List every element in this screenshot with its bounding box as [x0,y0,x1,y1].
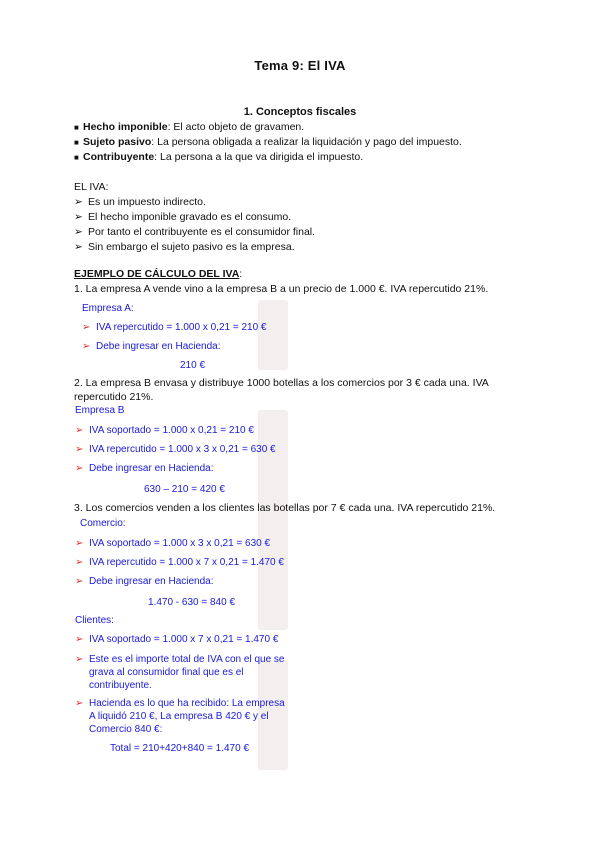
case3-item: ➢ Debe ingresar en Hacienda: [75,576,214,587]
clients-total: Total = 210+420+840 = 1.470 € [110,743,250,754]
case3-label: Comercio: [80,518,126,529]
case2-text: 2. La empresa B envasa y distribuye 1000 botellas a los comercios por 3 € cada una. IVA [74,377,489,389]
case1-item: ➢ Debe ingresar en Hacienda: [82,341,221,352]
section-heading: 1. Conceptos fiscales [243,106,357,118]
arrow-bullet-icon: ➢ [75,425,84,436]
arrow-bullet-icon: ➢ [75,557,84,568]
iva-point: ➢ El hecho imponible gravado es el consumo. [74,211,292,223]
clients-item-continued: Comercio 840 €: [89,724,163,735]
clients-item-continued: grava al consumidor final que es el [89,667,244,678]
case3-result: 1.470 - 630 = 840 € [148,597,236,608]
arrow-bullet-icon: ➢ [75,698,84,709]
arrow-bullet-icon: ➢ [75,634,84,645]
clients-item: ➢ Este es el importe total de IVA con el que se [75,654,285,665]
arrow-bullet-icon: ➢ [74,226,83,238]
iva-point: ➢ Por tanto el contribuyente es el consumidor final. [74,226,316,238]
square-bullet-icon: ■ [74,123,79,132]
square-bullet-icon: ■ [74,153,79,162]
clients-item: ➢ IVA soportado = 1.000 x 7 x 0,21 = 1.470 € [75,634,279,645]
clients-label: Clientes: [75,615,114,626]
watermark-bar [258,410,288,630]
iva-point: ➢ Sin embargo el sujeto pasivo es la empresa. [74,241,295,253]
case1-item: ➢ IVA repercutido = 1.000 x 0,21 = 210 € [82,322,267,333]
definition-item: ■ Sujeto pasivo: La persona obligada a realizar la liquidación y pago del impuesto. [74,136,462,148]
example-heading: EJEMPLO DE CÁLCULO DEL IVA: [74,268,243,280]
case2-item: ➢ IVA repercutido = 1.000 x 3 x 0,21 = 630 € [75,444,276,455]
arrow-bullet-icon: ➢ [75,444,84,455]
arrow-bullet-icon: ➢ [75,463,84,474]
case2-result: 630 – 210 = 420 € [144,484,225,495]
case1-text: 1. La empresa A vende vino a la empresa B a un precio de 1.000 €. IVA repercutido 21%. [74,283,489,295]
clients-item-continued: A liquidó 210 €, La empresa B 420 € y el [89,711,269,722]
case2-text: repercutido 21%. [74,391,154,403]
case3-item: ➢ IVA soportado = 1.000 x 3 x 0,21 = 630 € [75,538,271,549]
arrow-bullet-icon: ➢ [74,211,83,223]
case1-label: Empresa A: [82,303,134,314]
case2-item: ➢ Debe ingresar en Hacienda: [75,463,214,474]
arrow-bullet-icon: ➢ [75,654,84,665]
definition-item: ■ Hecho imponible: El acto objeto de gravamen. [74,121,305,133]
arrow-bullet-icon: ➢ [82,322,91,333]
case3-text: 3. Los comercios venden a los clientes las botellas por 7 € cada una. IVA repercutido 21%. [74,502,496,514]
case1-result: 210 € [180,360,206,371]
case2-label: Empresa B [75,405,125,416]
clients-item-continued: contribuyente. [89,680,152,691]
iva-point: ➢ Es un impuesto indirecto. [74,196,206,208]
arrow-bullet-icon: ➢ [75,538,84,549]
page-title: Tema 9: El IVA [254,58,346,73]
iva-intro: EL IVA: [74,181,109,193]
arrow-bullet-icon: ➢ [75,576,84,587]
arrow-bullet-icon: ➢ [74,241,83,253]
clients-item: ➢ Hacienda es lo que ha recibido: La empresa [75,698,285,709]
case2-item: ➢ IVA soportado = 1.000 x 0,21 = 210 € [75,425,254,436]
arrow-bullet-icon: ➢ [82,341,91,352]
watermark-bar [258,300,288,370]
definition-item: ■ Contribuyente: La persona a la que va dirigida el impuesto. [74,151,364,163]
case3-item: ➢ IVA repercutido = 1.000 x 7 x 0,21 = 1.470 € [75,557,284,568]
arrow-bullet-icon: ➢ [74,196,83,208]
square-bullet-icon: ■ [74,138,79,147]
